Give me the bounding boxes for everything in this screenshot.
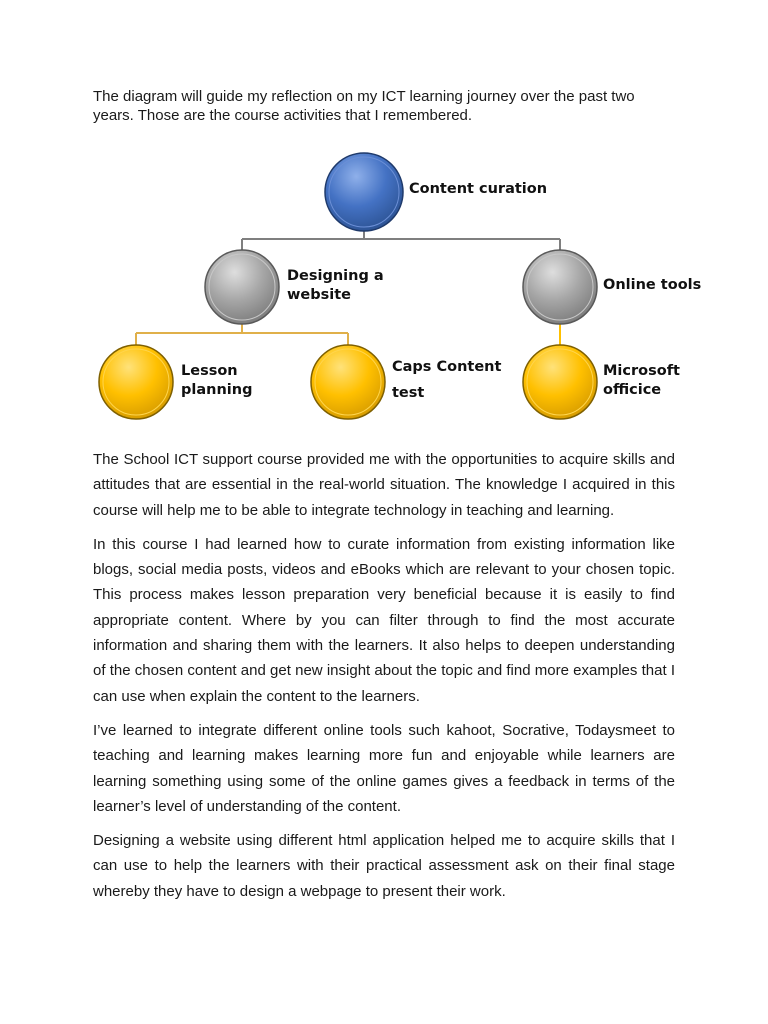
label-microsoft-office: Microsoft officice <box>603 363 680 398</box>
node-designing-website <box>205 250 279 324</box>
label-online-tools: Online tools <box>603 277 702 293</box>
label-lesson-planning: Lesson planning <box>181 363 253 398</box>
course-activities-diagram <box>0 140 768 430</box>
label-designing-website: Designing a website <box>287 268 384 303</box>
node-content-curation <box>325 153 403 231</box>
label-caps-test: test <box>392 385 425 401</box>
label-content-curation: Content curation <box>409 181 548 197</box>
node-online-tools <box>523 250 597 324</box>
node-lesson-planning <box>99 345 173 419</box>
paragraph-content-curation: In this course I had learned how to curate information from existing information like blogs, social media posts, videos and eBooks which are relevant to your chosen topic. This process makes lesson preparation very beneficial because it is easily to find appropriate content. Where by you can filter through to find the most accurate information and sharing them with the learners. It also helps to deepen understanding of the chosen content and get new insight about the topic and find more examples that I can use when explain the content to the learners. <box>93 535 675 705</box>
paragraph-online-tools: I’ve learned to integrate different online tools such kahoot, Socrative, Todaysmeet to teaching and learning makes learning more fun and enjoyable while learners are learning something using some of the online games gives a feedback in terms of the learner’s level of understanding of the content. <box>93 721 675 815</box>
reflection-body <box>93 447 675 913</box>
connectors-level-1 <box>242 231 560 251</box>
connectors-level-2-left <box>136 323 348 346</box>
intro-paragraph: The diagram will guide my reflection on my ICT learning journey over the past two years. Those are the course activities that I remembered. <box>93 88 635 124</box>
paragraph-ict-support: The School ICT support course provided me with the opportunities to acquire skills and attitudes that are essential in the real-world situation. The knowledge I acquired in this course will help me to be able to integrate technology in teaching and learning. <box>93 451 675 519</box>
node-microsoft-office <box>523 345 597 419</box>
label-caps-content: Caps Content <box>392 359 502 375</box>
paragraph-website-design: Designing a website using different html application helped me to acquire skills that I can use to help the learners with their practical assessment ask on their final stage whereby they have to design a webpage to present their work. <box>93 832 675 900</box>
node-caps-content-test <box>311 345 385 419</box>
